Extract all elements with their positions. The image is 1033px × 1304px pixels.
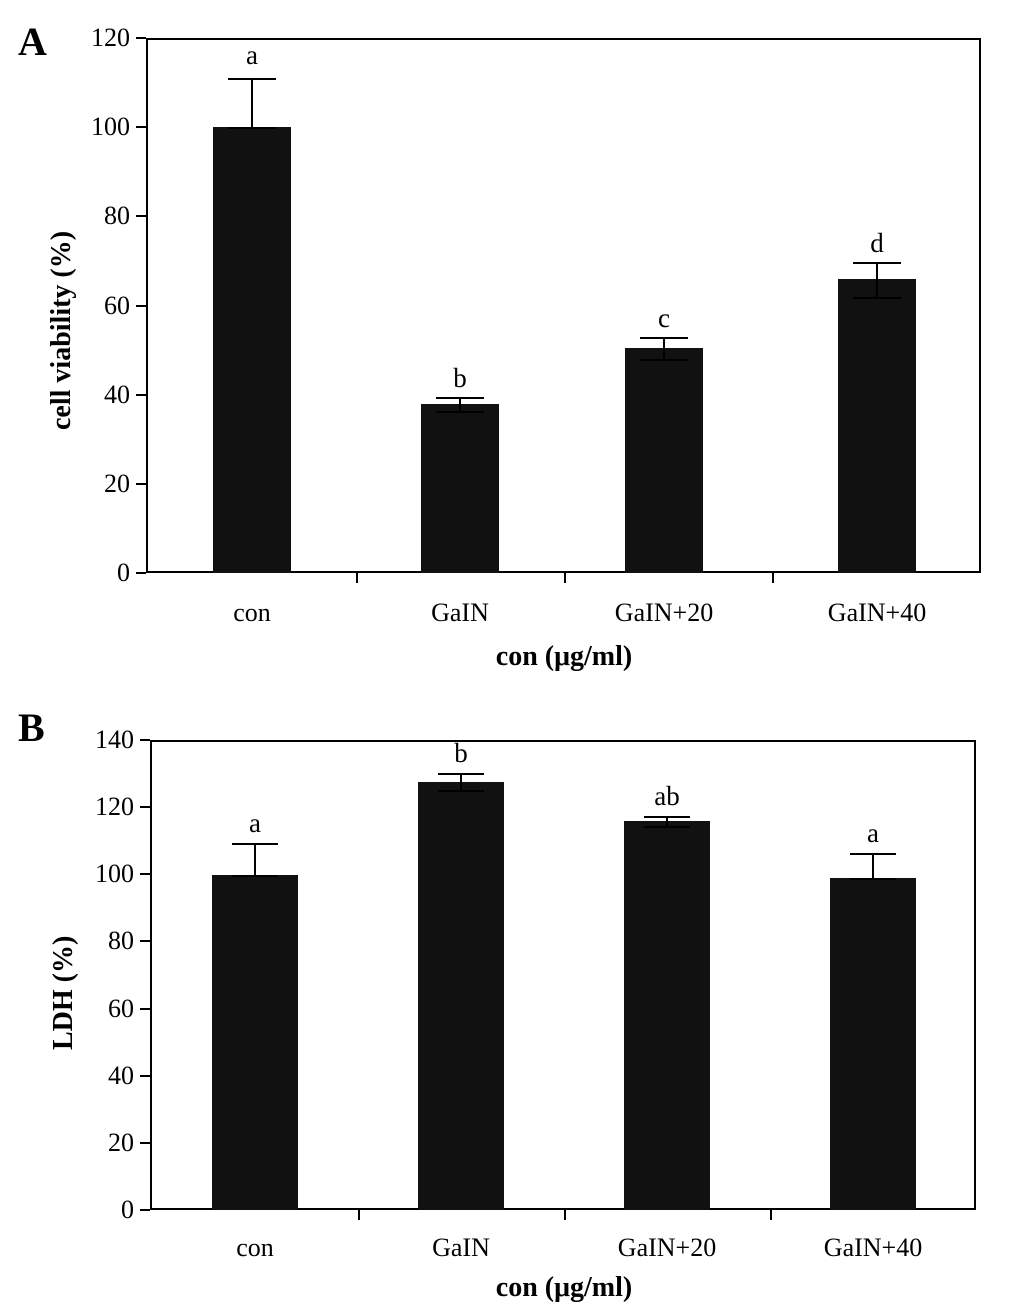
errorbar-cap-galn [438, 773, 484, 775]
errorbar-cap-con [228, 127, 276, 129]
sig-annotation: b [453, 363, 467, 393]
panel-b-letter: B [18, 705, 45, 750]
errorbar-cap-galn40 [850, 853, 896, 855]
x-tick-label: con [236, 1233, 274, 1262]
sig-annotation: a [249, 808, 261, 838]
y-tick-label: 40 [104, 379, 130, 409]
y-tick-label: 120 [95, 792, 134, 822]
errorbar-cap-galn40 [853, 297, 901, 299]
y-tick-label: 40 [108, 1060, 134, 1090]
bar-galn [421, 404, 499, 573]
bar-galn [418, 782, 504, 1210]
errorbar-galn40 [876, 262, 878, 297]
x-tick-mark [770, 1210, 772, 1220]
y-tick-label: 100 [91, 112, 130, 142]
sig-annotation: d [870, 228, 884, 258]
x-tick-mark [564, 1210, 566, 1220]
errorbar-con [254, 843, 256, 875]
sig-annotation: ab [654, 781, 680, 811]
errorbar-cap-galn20 [640, 359, 688, 361]
x-tick-label: GaIN+40 [823, 1233, 923, 1262]
y-tick-mark [136, 572, 146, 574]
errorbar-cap-galn [438, 790, 484, 792]
errorbar-cap-galn [436, 397, 484, 399]
y-tick-mark [136, 37, 146, 39]
x-tick-mark [358, 1210, 360, 1220]
errorbar-cap-con [228, 78, 276, 80]
y-tick-mark [140, 1008, 150, 1010]
errorbar-cap-con [232, 843, 278, 845]
x-tick-label: GaIN [431, 598, 489, 627]
y-tick-label: 20 [104, 468, 130, 498]
errorbar-cap-galn20 [640, 337, 688, 339]
y-tick-mark [136, 126, 146, 128]
y-tick-mark [136, 394, 146, 396]
sig-annotation: a [246, 40, 258, 70]
errorbar-cap-galn [436, 411, 484, 413]
y-tick-mark [136, 483, 146, 485]
panel-a-letter: A [18, 19, 47, 64]
panel-b [0, 690, 1033, 1301]
errorbar-cap-con [232, 875, 278, 877]
y-tick-label: 120 [91, 23, 130, 52]
errorbar-galn40 [872, 853, 874, 878]
sig-annotation: b [454, 738, 468, 768]
y-tick-label: 0 [121, 1195, 134, 1224]
x-tick-label: GaIN+20 [617, 1233, 717, 1262]
errorbar-galn [459, 397, 461, 411]
errorbar-cap-galn20 [644, 816, 690, 818]
y-tick-mark [140, 1209, 150, 1211]
y-tick-mark [136, 215, 146, 217]
panel-a-y-axis-title: cell viability (%) [46, 230, 77, 430]
bar-galn40 [838, 279, 916, 573]
bar-con [213, 127, 291, 573]
panel-b-x-axis-title: con (μg/ml) [495, 1272, 633, 1303]
x-tick-label: GaIN+40 [827, 598, 927, 627]
errorbar-con [251, 78, 253, 127]
sig-annotation: c [658, 303, 670, 333]
y-tick-label: 100 [95, 859, 134, 889]
x-tick-mark [772, 573, 774, 583]
bar-con [212, 875, 298, 1210]
errorbar-cap-galn20 [644, 826, 690, 828]
panel-b-y-axis-title: LDH (%) [48, 935, 79, 1050]
bar-galn40 [830, 878, 916, 1210]
sig-annotation: a [867, 818, 879, 848]
y-tick-mark [140, 873, 150, 875]
y-tick-label: 140 [95, 725, 134, 754]
errorbar-galn20 [663, 337, 665, 359]
errorbar-cap-galn40 [853, 262, 901, 264]
x-tick-mark [564, 573, 566, 583]
bar-galn20 [624, 821, 710, 1210]
y-tick-label: 60 [104, 290, 130, 320]
y-tick-mark [140, 739, 150, 741]
y-tick-label: 0 [117, 558, 130, 587]
y-tick-label: 80 [108, 926, 134, 956]
y-tick-mark [140, 1075, 150, 1077]
x-tick-label: GaIN+20 [614, 598, 714, 627]
y-tick-mark [140, 940, 150, 942]
bar-galn20 [625, 348, 703, 573]
y-tick-mark [136, 305, 146, 307]
y-tick-mark [140, 806, 150, 808]
errorbar-cap-galn40 [850, 878, 896, 880]
panel-a-x-axis-title: con (μg/ml) [495, 641, 633, 672]
x-tick-mark [356, 573, 358, 583]
errorbar-galn [460, 773, 462, 790]
y-tick-label: 20 [108, 1127, 134, 1157]
x-tick-label: con [233, 598, 271, 627]
y-tick-label: 80 [104, 201, 130, 231]
y-tick-label: 60 [108, 993, 134, 1023]
y-tick-mark [140, 1142, 150, 1144]
x-tick-label: GaIN [432, 1233, 490, 1262]
